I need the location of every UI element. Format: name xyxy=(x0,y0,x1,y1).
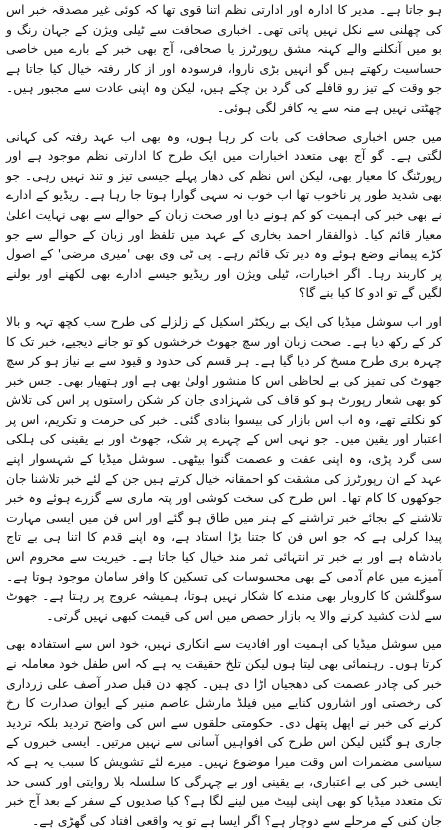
article-paragraph-4: میں سوشل میڈیا کی اہمیت اور افادیت سے انکاری نہیں، خود اس سے استفادہ بھی کرتا ہوں۔ رہنمائی بھی لیتا ہوں لیکن تلخ حقیقت یہ ہے کہ اس طفل خود معاملہ نے خبر کی چادر عصمت کی دھجیاں اڑا دی ہیں۔ کچھ دن قبل صدر آصف علی زرداری کی رخصتی اور اشاروں کنایے میں فیلڈ مارشل عاصم منیر کے ایوان صدارت کا رخ کرنے کی خبر نے اپھل پتھل دی۔ حکومتی حلقوں سے اس کی واضح تردید بلکہ تردید جاری ہو گئیں لیکن اس طرح کی افواہیں آسانی سے نہیں مرتیں۔ ایسی خبروں کے سیاسی مضمرات اس وقت میرا موضوع نہیں۔ میرے لئے تشویش کا سبب یہ ہے کہ ایسی خبر کی بے اعتباری، بے یقینی اور بے چہرگی کا سلسلہ بلا روایتی اور کسی حد تک متعدد میڈیا کو بھی اپنی لپیٹ میں لینے لگا ہے؟ کیا صدیوں کے سفر کے بعد آج خبر جان کنی کے مرحلے سے دوچار ہے؟ اگر ایسا ہے تو یہ واقعی افتاد کی گھڑی ہے۔ xyxy=(6,636,442,828)
article-paragraph-2: میں جس اخباری صحافت کی بات کر رہا ہوں، وہ بھی اب عہد رفتہ کی کہانی لگتی ہے۔ گو آج بھی متعدد اخبارات میں ایک طرح کا ادارتی نظم موجود ہے اور رپورٹنگ کا معیار بھی، لیکن اس نظم کی دھار پہلے جیسی تیز و تند نہیں رہی۔ جو بھی شدید طور پر ناخوب تھا اب خوب نہ سہی گوارا ہوتا جا رہا ہے۔ ریڈیو کے ادارے نے بھی خبر کی اہمیت کو کم ہونے دیا اور صحت زبان کے حوالے سے بھی نہایت اعلیٰ معیار قائم کیا۔ ذوالفقار احمد بخاری کے عہد میں تلفظ اور زبان کے حوالے سے جو کڑے پیمانے وضع ہوئے وہ دیر تک قائم رہے۔ پی ٹی وی بھی 'میری مرضی' کے اصول پر کاربند رہا۔ اگر اخبارات، ٹیلی ویژن اور ریڈیو جیسے ادارے بھی لکھنے اور بولنے لگیں گے تو ادو کا کیا بنے گا؟ xyxy=(6,128,442,301)
article-paragraph-3: اور اب سوشل میڈیا کی ایک بے ریکٹر اسکیل کے زلزلے کی طرح سب کچھ تہہ و بالا کر کے رکھ دیا ہے۔ صحت زبان اور سچ جھوٹ خرخشوں کو تو جانے دیجیے، خبر تک کا چہرہ بری طرح مسخ کر دیا گیا ہے۔ ہر قسم کی حدود و قیود سے بے نیاز ہو کر سچ جھوٹ کی تمیز کی بے لحاظی اس کا منشور اولیٰ بھی ہے اور ہتھیار بھی۔ جس خبر کو بھی شعار رپورٹ ہو کو قاف کی شہزادی جان کر شکن راستوں پر اس کی تلاش کو نکلتے تھے، وہ اب اس بازار کی بیسوا بنادی گئی۔ خبر کی حرمت و تکریم، اس پر اعتبار اور یقین میں۔ جو نہی اس کے چہرے پر شک، جھوٹ اور بے یقینی کی ہلکی سی گرد پڑی، وہ اپنی عفت و عصمت گنوا بیٹھی۔ سوشل میڈیا کے شہسوار اپنے عہد کے ان رپورٹرز کی مشقت کو احمقانہ خیال کرتے ہیں جن کے لئے خبر تلاشنا جان جوکھوں کا کام تھا۔ اس طرح کی سخت کوشی اور پتہ ماری سے گزرے ہوئے وہ خبر تلاشنے کے بجائے خبر تراشنے کے ہنر میں طاق ہو گئے اور اس فن میں ایسی مہارت پیدا کرلی ہے کہ جو اس فن کا جتنا بڑا استاد ہے، وہ اپنے قدم کا اتنا ہی بے تاج بادشاہ ہے اور بے خبر تر انتہائی ثمر مند خیال کیا جاتا ہے۔ خیریت سے محروم اس آمیزے میں عام آدمی کے بھی محسوسات کی تسکین کا وافر سامان موجود ہوتا ہے۔ سوگلشن کا کاروبار بھی مندے کا شکار نہیں ہوتا، ہمیشہ عروج پر رہتا ہے۔ جھوٹ سے لذت کشید کرنے والا یہ بازار حصص میں اس کی قیمت کبھی نہیں گرتی۔ xyxy=(6,313,442,623)
article-paragraph-1: ہو جاتا ہے۔ مدیر کا ادارہ اور ادارتی نظم اتنا قوی تھا کہ کوئی غیر مصدقہ خبر اس کی چھلنی سے نکل نہیں پاتی تھی۔ اخباری صحافت سے ٹیلی ویژن کے جہان رنگ و بو میں آنکلنے والے کہنہ مشق رپورٹرز یا صحافی، آج بھی خبر کے بارے میں خاصی حساسیت رکھتے ہیں گو انہیں بڑی ناروا، فرسودہ اور از کار رفتہ خیال کیا جاتا ہے جو وقت کے تیز رو قافلے کی گرد بن چکے ہیں، لیکن وہ اپنی عادت سے مجبور ہیں۔ چھٹتی نہیں ہے منہ سے یہ کافر لگی ہوئی۔ xyxy=(6,2,442,115)
